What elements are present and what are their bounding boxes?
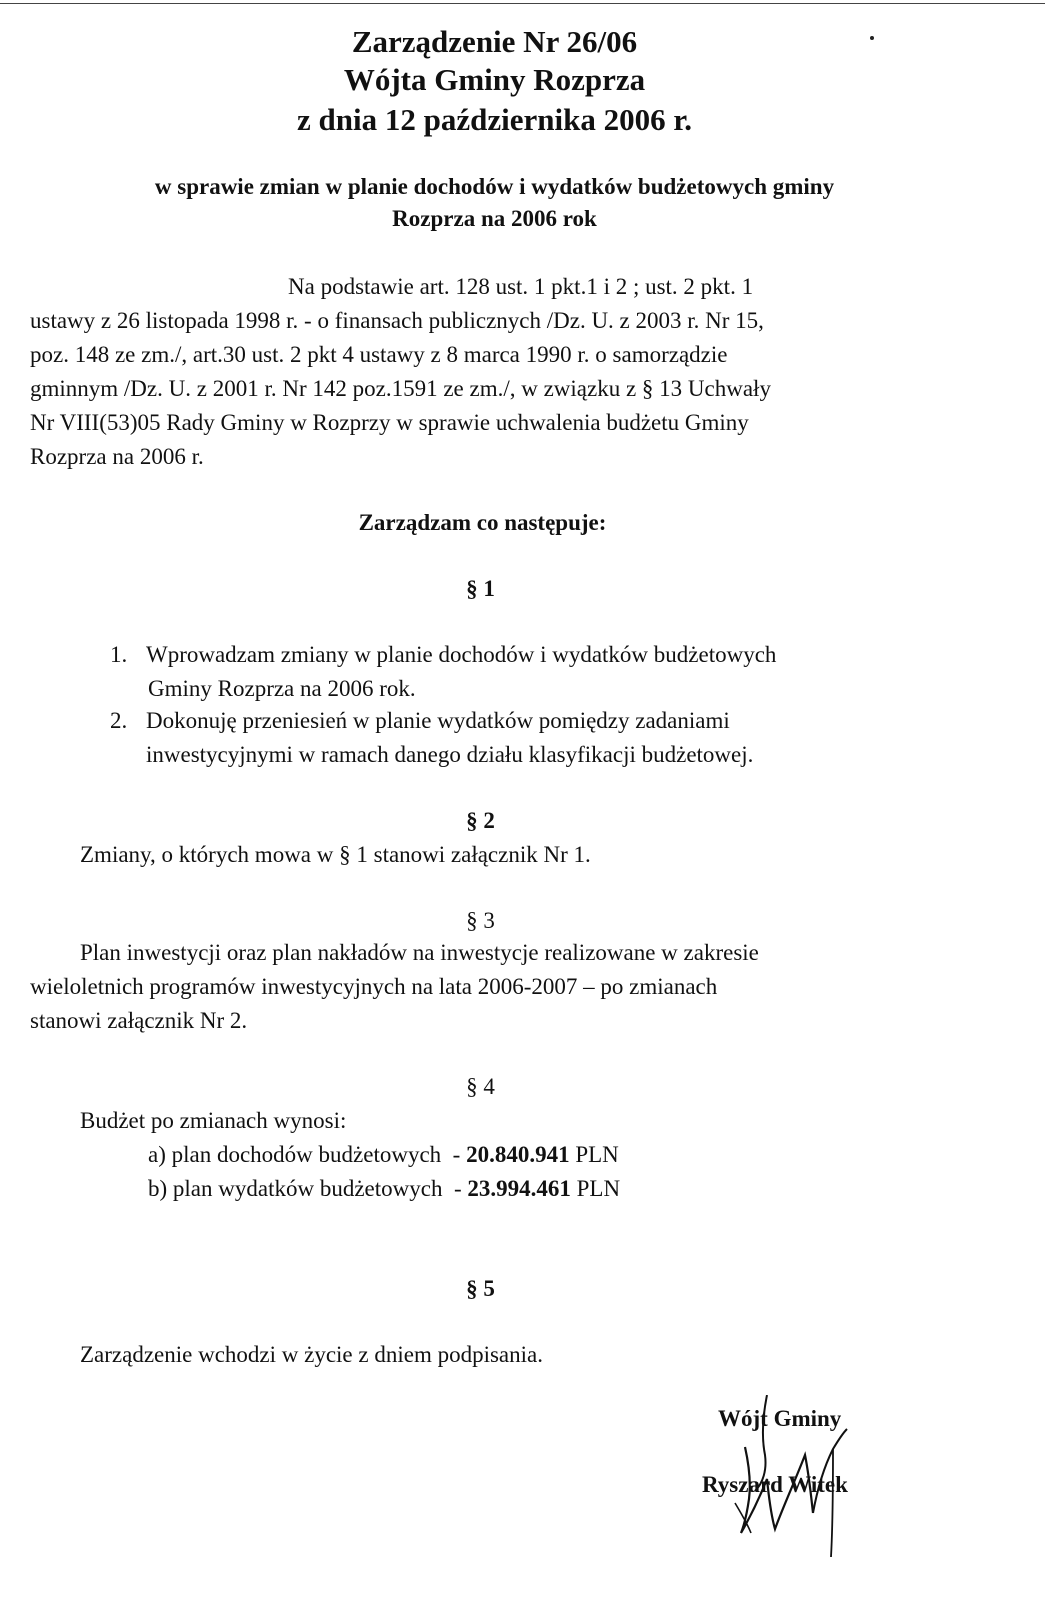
preamble-line-4: gminnym /Dz. U. z 2001 r. Nr 142 poz.1591 ze zm./, w związku z § 13 Uchwały <box>30 376 771 401</box>
s1-item2-line-2: inwestycyjnymi w ramach danego działu klasyfikacji budżetowej. <box>146 742 754 767</box>
budget-expenses-unit: PLN <box>570 1176 621 1201</box>
subject-line-2: Rozprza na 2006 rok <box>392 206 597 231</box>
preamble-line-1: Na podstawie art. 128 ust. 1 pkt.1 i 2 ; ust. 2 pkt. 1 <box>288 274 754 299</box>
s1-item1-line-1: Wprowadzam zmiany w planie dochodów i wydatków budżetowych <box>146 642 777 667</box>
section-4-heading: § 4 <box>466 1074 495 1099</box>
signature-title: Wójt Gminy <box>718 1406 842 1431</box>
title-line-1: Zarządzenie Nr 26/06 <box>351 24 638 59</box>
budget-expenses-row <box>148 1172 620 1206</box>
section-3-line-3: stanowi załącznik Nr 2. <box>30 1008 248 1033</box>
budget-income-unit: PLN <box>569 1142 619 1167</box>
s1-item1-number: 1. <box>110 642 128 667</box>
s1-item1-line-2: Gminy Rozprza na 2006 rok. <box>148 676 416 701</box>
budget-expenses-label: b) plan wydatków budżetowych - <box>148 1176 468 1201</box>
preamble-line-3: poz. 148 ze zm./, art.30 ust. 2 pkt 4 ustawy z 8 marca 1990 r. o samorządzie <box>30 342 728 367</box>
section-5-text: Zarządzenie wchodzi w życie z dniem podpisania. <box>80 1342 543 1367</box>
section-5-heading: § 5 <box>466 1276 495 1301</box>
s1-item2-line-1: Dokonuję przeniesień w planie wydatków pomiędzy zadaniami <box>146 708 730 733</box>
section-3-line-1: Plan inwestycji oraz plan nakładów na inwestycje realizowane w zakresie <box>80 940 759 965</box>
section-3-heading: § 3 <box>466 908 495 933</box>
preamble-line-5: Nr VIII(53)05 Rady Gminy w Rozprzy w sprawie uchwalenia budżetu Gminy <box>30 410 749 435</box>
signature-name: Ryszard Witek <box>702 1472 848 1497</box>
budget-expenses-value: 23.994.461 <box>467 1176 571 1201</box>
preamble-line-6: Rozprza na 2006 r. <box>30 444 204 469</box>
section-2-text: Zmiany, o których mowa w § 1 stanowi załącznik Nr 1. <box>80 842 591 867</box>
title-line-3: z dnia 12 października 2006 r. <box>297 102 692 137</box>
handwritten-signature <box>705 1395 875 1585</box>
top-border-line <box>0 3 1045 4</box>
section-2-heading: § 2 <box>466 808 495 833</box>
section-1-heading: § 1 <box>466 576 495 601</box>
decree-heading: Zarządzam co następuje: <box>358 510 607 535</box>
subject-line-1: w sprawie zmian w planie dochodów i wydatków budżetowych gminy <box>154 174 835 199</box>
budget-income-row <box>148 1138 619 1172</box>
preamble-line-2: ustawy z 26 listopada 1998 r. - o finansach publicznych /Dz. U. z 2003 r. Nr 15, <box>30 308 764 333</box>
title-line-2: Wójta Gminy Rozprza <box>343 62 646 97</box>
budget-income-value: 20.840.941 <box>466 1142 570 1167</box>
section-3-line-2: wieloletnich programów inwestycyjnych na lata 2006-2007 – po zmianach <box>30 974 718 999</box>
s1-item2-number: 2. <box>110 708 128 733</box>
budget-income-label: a) plan dochodów budżetowych - <box>148 1142 467 1167</box>
section-4-intro: Budżet po zmianach wynosi: <box>80 1108 347 1133</box>
